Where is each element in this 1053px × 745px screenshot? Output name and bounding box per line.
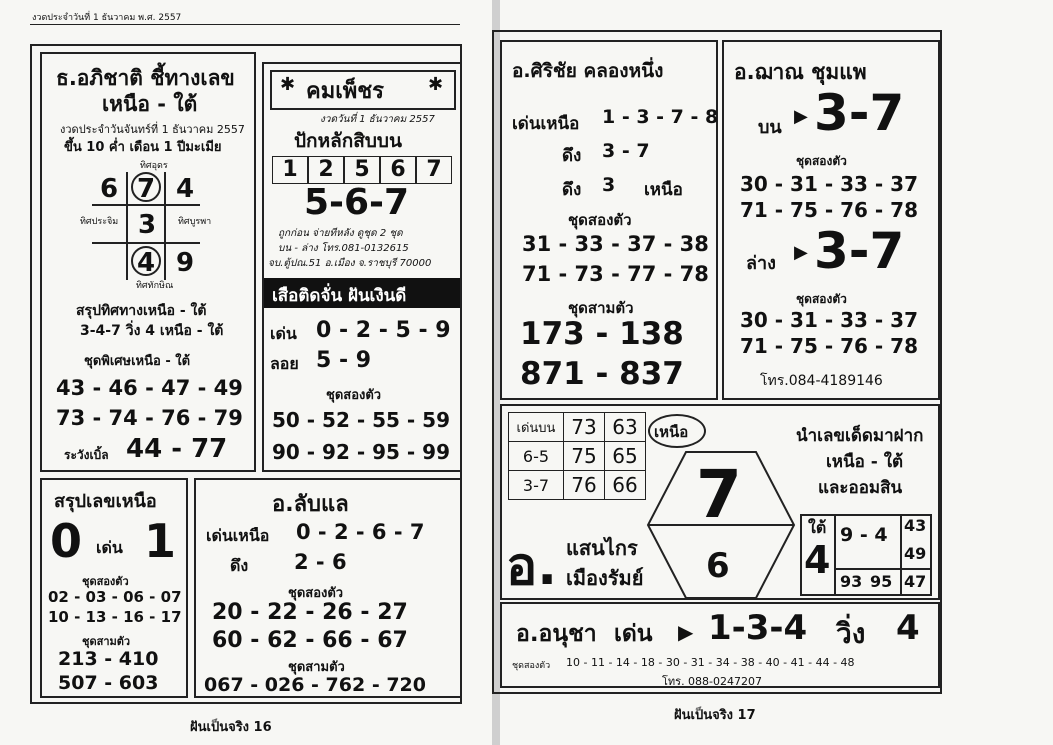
table-cell: 3-7	[509, 471, 564, 500]
top-label: บน	[758, 117, 782, 138]
play-arrow-icon: ▶	[794, 242, 808, 263]
hex-big: 7	[696, 456, 742, 533]
set3-label: ชุดสามตัว	[288, 660, 345, 675]
dir-east: ทิศบูรพา	[178, 217, 212, 227]
mini-value: 47	[904, 572, 927, 591]
panel-a-title: ธ.อภิชาติ ชี้ทางเลข	[56, 66, 235, 90]
double-value: 44 - 77	[126, 434, 228, 464]
set3-row1: 213 - 410	[58, 648, 159, 670]
pull-label: ดึง	[230, 556, 249, 575]
panel-a-special-label: ชุดพิเศษเหนือ - ใต้	[84, 354, 191, 369]
south-label: ใต้	[808, 518, 827, 537]
grid-digit: 4	[137, 248, 156, 278]
set2-label: ชุดสองตัว	[288, 586, 344, 601]
play-arrow-icon: ▶	[678, 620, 694, 644]
lead-value: 0 - 2 - 5 - 9	[316, 318, 451, 343]
table-cell: 63	[605, 413, 646, 442]
north-tag: เหนือ	[654, 423, 689, 441]
set2-row1: 50 - 52 - 55 - 59	[272, 408, 451, 432]
lead-value: 1 - 3 - 7 - 8	[602, 106, 719, 128]
digit-cell: 6	[380, 156, 416, 184]
bottom-value: 3-7	[814, 222, 905, 280]
set2-label: ชุดสองตัว	[326, 388, 382, 403]
panel-summary-north	[40, 478, 188, 698]
set2a-row1: 30 - 31 - 33 - 37	[740, 172, 919, 196]
panel-b-subtitle: ปักหลักสิบบน	[294, 130, 402, 152]
set3-row2: 871 - 837	[520, 356, 684, 392]
table-cell: 65	[605, 442, 646, 471]
grid-digit: 7	[137, 174, 156, 204]
panel-saenkrai	[500, 404, 940, 600]
mini-value: 95	[870, 572, 893, 591]
set2-row2: 71 - 73 - 77 - 78	[522, 262, 709, 286]
table-cell: 66	[605, 471, 646, 500]
mini-value: 9 - 4	[840, 524, 888, 546]
set2-label: ชุดสองตัว	[82, 575, 129, 588]
lead-label: เด่น	[96, 538, 123, 557]
panel-a-summary2: 3-4-7 วิ่ง 4 เหนือ - ใต้	[80, 323, 224, 339]
run-label: วิ่ง	[836, 617, 866, 650]
panel-f-title: อ.ฌาณ ชุมแพ	[734, 60, 867, 84]
pull1-value: 3 - 7	[602, 140, 650, 162]
set2-row1: 20 - 22 - 26 - 27	[212, 600, 408, 625]
left-header: งวดประจำวันที่ 1 ธันวาคม พ.ศ. 2557	[32, 13, 182, 23]
set3-label: ชุดสามตัว	[82, 635, 131, 648]
table-row	[509, 413, 646, 442]
pull1-label: ดึง	[562, 146, 582, 166]
set2-label: ชุดสองตัว	[512, 661, 551, 671]
phone: โทร. 088-0247207	[662, 675, 763, 688]
set2-row2: 10 - 13 - 16 - 17	[48, 608, 182, 626]
set2-row2: 60 - 62 - 66 - 67	[212, 628, 408, 653]
set2b-row1: 30 - 31 - 33 - 37	[740, 308, 919, 332]
set2-row1: 02 - 03 - 06 - 07	[48, 588, 182, 606]
panel-b-main: 5-6-7	[304, 182, 410, 223]
lead-label: เด่นเหนือ	[512, 114, 580, 134]
panel-apichat	[40, 52, 256, 472]
panel-b-banner: เสือติดจั่น ฝันเงินดี	[272, 286, 407, 306]
panel-khomphet	[262, 62, 462, 472]
panel-a-subtitle: เหนือ - ใต้	[102, 92, 198, 116]
south-digit: 4	[804, 538, 831, 582]
panel-a-summary1: สรุปทิศทางเหนือ - ใต้	[76, 303, 207, 319]
panel-a-row1: 43 - 46 - 47 - 49	[56, 376, 243, 400]
number-table	[508, 412, 646, 500]
panel-b-title: คมเพ็ชร	[306, 79, 384, 104]
mini-grid-line	[900, 514, 902, 596]
mini-value: 93	[840, 572, 863, 591]
digit-cell: 2	[308, 156, 344, 184]
grid-digit: 3	[138, 210, 157, 240]
bottom-label: ล่าง	[746, 253, 776, 274]
run-value: 4	[896, 608, 920, 648]
table-cell: 75	[564, 442, 605, 471]
big-left: 0	[50, 514, 83, 568]
mini-value: 43	[904, 516, 927, 535]
set2b-label: ชุดสองตัว	[796, 292, 847, 306]
top-value: 3-7	[814, 84, 905, 142]
mini-value: 49	[904, 544, 927, 563]
panel-b-note2: บน - ล่าง โทร.081-0132615	[278, 243, 409, 254]
pull-value: 2 - 6	[294, 550, 347, 574]
star-icon: ✱	[280, 74, 296, 95]
pull2-value: 3	[602, 174, 616, 196]
panel-lablae	[194, 478, 462, 698]
set3-row1: 067 - 026 - 762 - 720	[204, 674, 426, 696]
panel-anucha	[500, 602, 940, 688]
panel-b-note3: จบ.ตู้ปณ.51 อ.เมือง จ.ราชบุรี 70000	[268, 258, 432, 269]
digit-cell: 1	[272, 156, 308, 184]
grid-line	[92, 242, 200, 244]
header-rule	[30, 24, 460, 25]
digit-cell: 7	[416, 156, 452, 184]
grid-digit: 4	[176, 174, 195, 204]
table-cell: 6-5	[509, 442, 564, 471]
set2-values: 10 - 11 - 14 - 18 - 30 - 31 - 34 - 38 - 40 - 41 - 44 - 48	[566, 656, 855, 669]
grid-digit: 9	[176, 248, 195, 278]
right-line3: และออมสิน	[818, 478, 903, 498]
panel-a-date: งวดประจำวันจันทร์ที่ 1 ธันวาคม 2557	[60, 123, 245, 136]
pull2-label: ดึง	[562, 180, 582, 200]
author-initial: อ.	[506, 537, 557, 597]
grid-digit: 6	[100, 174, 119, 204]
panel-h-title: อ.อนุชา	[516, 621, 597, 647]
pull2-suffix: เหนือ	[644, 180, 683, 200]
panel-a-lunar: ขึ้น 10 ค่ำ เดือน 1 ปีมะเมีย	[64, 140, 222, 155]
table-row	[509, 442, 646, 471]
panel-sirichai	[500, 40, 718, 400]
set2-row1: 31 - 33 - 37 - 38	[522, 232, 709, 256]
star-icon: ✱	[428, 74, 444, 95]
left-page	[0, 0, 492, 745]
right-footer: ฝันเป็นจริง 17	[674, 708, 756, 723]
panel-a-row2: 73 - 74 - 76 - 79	[56, 406, 243, 430]
grid-line	[164, 172, 166, 280]
author-line1: แสนไกร	[566, 536, 638, 560]
dir-south: ทิศทักษิณ	[136, 281, 174, 291]
dir-west: ทิศประจิม	[80, 217, 119, 227]
play-arrow-icon: ▶	[794, 106, 808, 127]
lead-label: เด่น	[614, 621, 653, 647]
mini-grid-line	[834, 514, 836, 596]
table-cell: 73	[564, 413, 605, 442]
right-page	[500, 0, 1053, 745]
set2a-row2: 71 - 75 - 76 - 78	[740, 198, 919, 222]
left-footer: ฝันเป็นจริง 16	[190, 720, 272, 735]
right-line1: นำเลขเด็ดมาฝาก	[796, 426, 924, 446]
table-cell: 76	[564, 471, 605, 500]
lead-label: เด่น	[270, 324, 297, 343]
lead-value: 0 - 2 - 6 - 7	[296, 520, 425, 544]
author-line2: เมืองรัมย์	[566, 566, 644, 590]
lead-value: 1-3-4	[708, 608, 808, 648]
float-value: 5 - 9	[316, 348, 372, 373]
set2-row2: 90 - 92 - 95 - 99	[272, 440, 451, 464]
set3-label: ชุดสามตัว	[568, 299, 634, 317]
set2-label: ชุดสองตัว	[568, 211, 632, 229]
double-label: ระวังเบิ้ล	[64, 448, 109, 462]
set2a-label: ชุดสองตัว	[796, 154, 847, 168]
panel-b-note1: ถูกก่อน จ่ายทีหลัง ดูชุด 2 ชุด	[278, 228, 403, 239]
lead-label: เด่นเหนือ	[206, 526, 270, 545]
table-row	[509, 471, 646, 500]
set3-row2: 507 - 603	[58, 672, 159, 694]
set2b-row2: 71 - 75 - 76 - 78	[740, 334, 919, 358]
digit-cell: 5	[344, 156, 380, 184]
panel-c-title: สรุปเลขเหนือ	[54, 491, 157, 512]
set3-row1: 173 - 138	[520, 316, 684, 352]
grid-line	[126, 172, 128, 280]
phone: โทร.084-4189146	[760, 373, 883, 389]
right-line2: เหนือ - ใต้	[826, 452, 904, 472]
panel-e-title: อ.ศิริชัย คลองหนึ่ง	[512, 60, 664, 82]
grid-line	[92, 204, 200, 206]
table-cell: เด่นบน	[509, 413, 564, 442]
float-label: ลอย	[270, 354, 299, 373]
panel-b-date: งวดวันที่ 1 ธันวาคม 2557	[320, 114, 435, 125]
big-right: 1	[144, 514, 177, 568]
hex-small: 6	[706, 546, 730, 586]
dir-north: ทิศอุดร	[140, 161, 168, 171]
panel-d-title: อ.ลับแล	[272, 492, 349, 517]
panel-chan-chumphae	[722, 40, 940, 400]
mini-grid-line	[836, 568, 932, 570]
